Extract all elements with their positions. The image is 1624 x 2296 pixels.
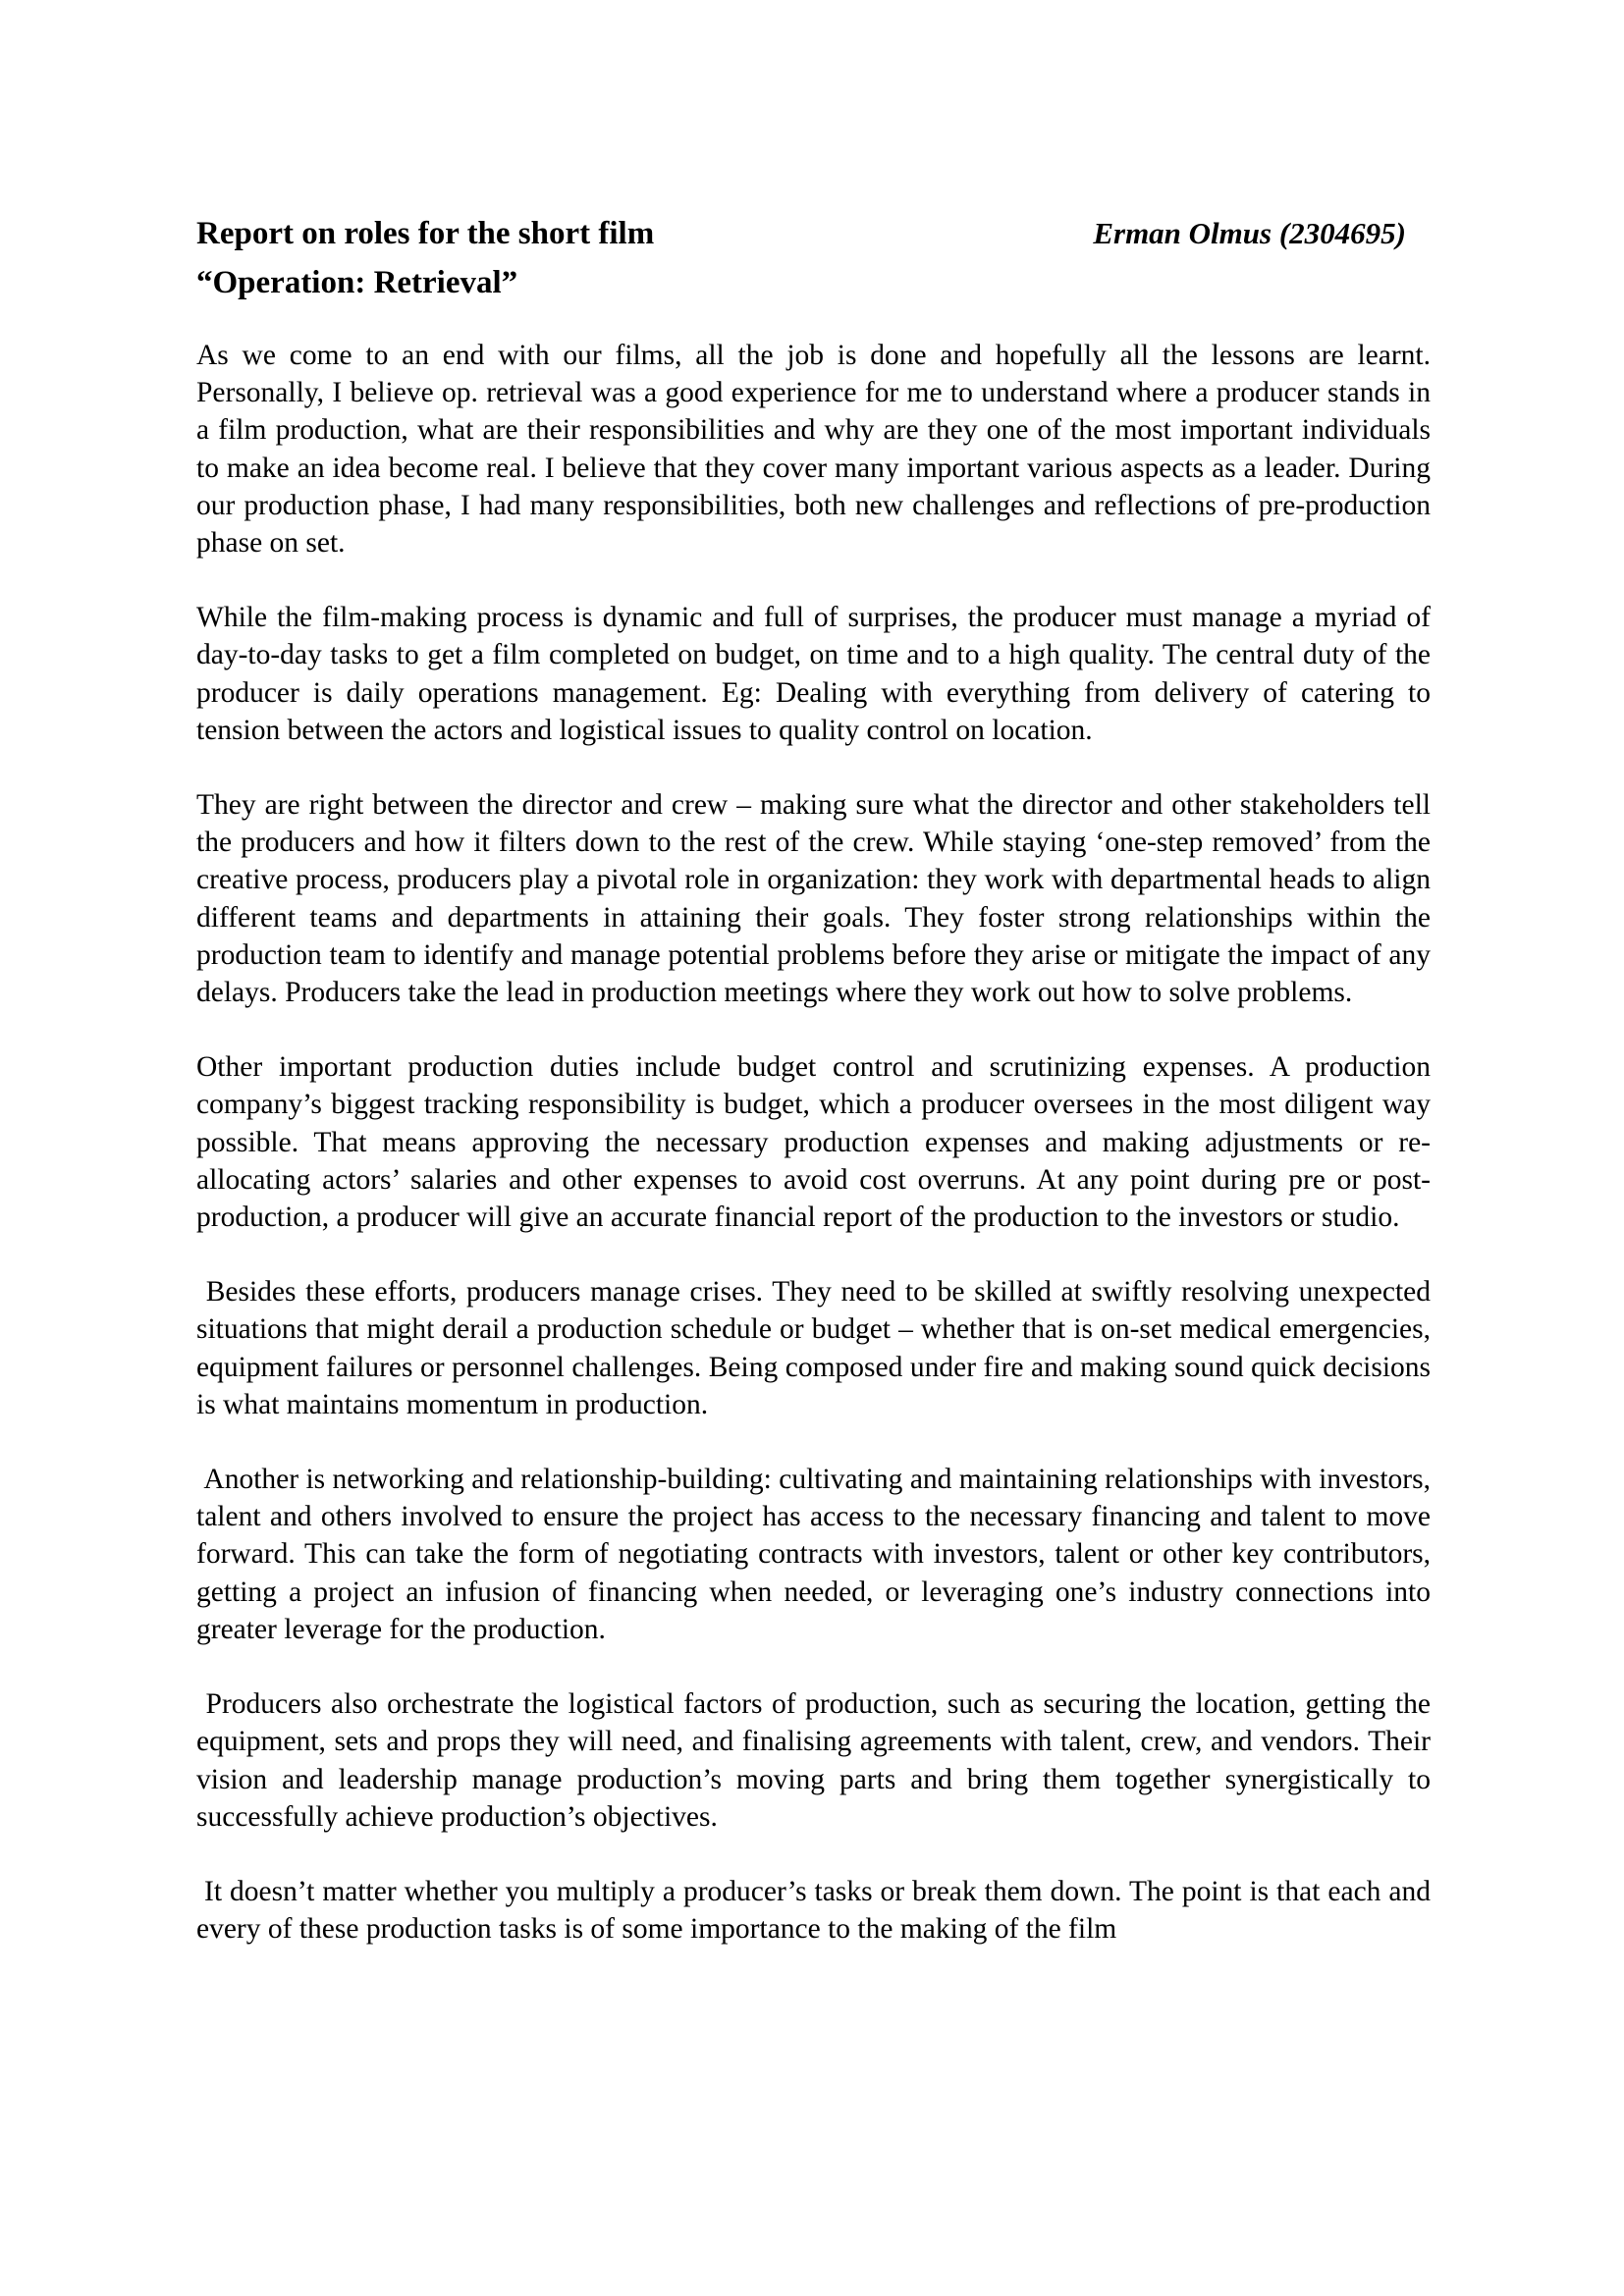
document-title xyxy=(196,209,982,307)
paragraph-budget-control: Other important production duties include budget control and scrutinizing expenses. A production company’s biggest tracking responsibility is budget, which a producer oversees in the most diligent way possible. That means approving the necessary production expenses and making adjustments or re-allocating actors’ salaries and other expenses to avoid cost overruns. At any point during pre or post-production, a producer will give an accurate financial report of the production to the investors or studio. xyxy=(196,1051,1431,1234)
title-line-1: Report on roles for the short film xyxy=(196,216,655,251)
paragraph-crisis-management: Besides these efforts, producers manage crises. They need to be skilled at swiftly resolving unexpected situations that might derail a production schedule or budget – whether that is on-set medical emergencies, equipment failures or personnel challenges. Being composed under fire and making sound quick decisions is what maintains momentum in production. xyxy=(196,1276,1431,1420)
paragraph-director-crew: They are right between the director and crew – making sure what the director and other stakeholders tell the producers and how it filters down to the rest of the crew. While staying ‘one-step removed’ from the creative process, producers play a pivotal role in organization: they work with departmental heads to align different teams and departments in attaining their goals. They foster strong relationships within the production team to identify and manage potential problems before they arise or mitigate the impact of any delays. Producers take the lead in production meetings where they work out how to solve problems. xyxy=(196,789,1431,1009)
paragraph-daily-operations: While the film-making process is dynamic and full of surprises, the producer must manage a myriad of day-to-day tasks to get a film completed on budget, on time and to a high quality. The central duty of the producer is daily operations management. Eg: Dealing with everything from delivery of catering to tension between the actors and logistical issues to quality control on location. xyxy=(196,602,1431,746)
author-name: Erman Olmus (2304695) xyxy=(1093,216,1406,250)
paragraph-networking: Another is networking and relationship-building: cultivating and maintaining relationships with investors, talent and others involved to ensure the project has access to the necessary financing and talent to move forward. This can take the form of negotiating contracts with investors, talent or other key contributors, getting a project an infusion of financing when needed, or leveraging one’s industry connections into greater leverage for the production. xyxy=(196,1464,1431,1645)
title-line-2: “Operation: Retrieval” xyxy=(196,265,518,300)
document-page xyxy=(196,209,1431,1948)
paragraph-conclusion: It doesn’t matter whether you multiply a producer’s tasks or break them down. The point is that each and every of these production tasks is of some importance to the making of the film xyxy=(196,1875,1431,1946)
paragraph-logistics: Producers also orchestrate the logistical factors of production, such as securing the location, getting the equipment, sets and props they will need, and finalising agreements with talent, crew, and vendors. Their vision and leadership manage production’s moving parts and bring them together synergistically to successfully achieve production’s objectives. xyxy=(196,1688,1431,1833)
document-header xyxy=(196,209,1431,307)
paragraph-intro: As we come to an end with our films, all the job is done and hopefully all the lessons are learnt. Personally, I believe op. retrieval was a good experience for me to understand where a producer stands in a film production, what are their responsibilities and why are they one of the most important individuals to make an idea become real. I believe that they cover many important various aspects as a leader. During our production phase, I had many responsibilities, both new challenges and reflections of pre-production phase on set. xyxy=(196,340,1431,560)
